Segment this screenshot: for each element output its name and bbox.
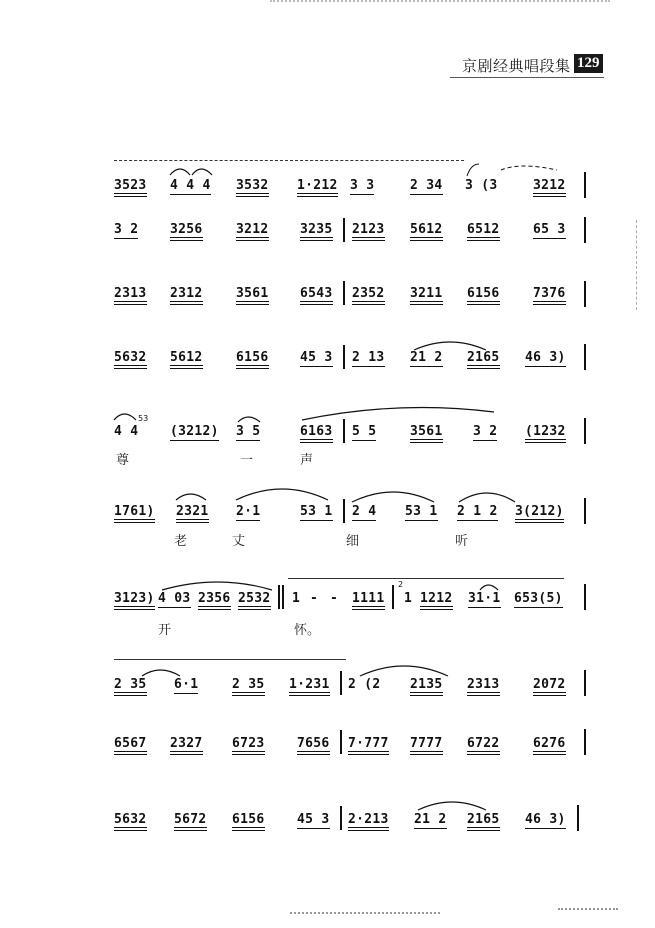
note-group: 3212: [533, 178, 566, 197]
note-group: 1: [292, 591, 301, 606]
note-group: 2165: [467, 350, 500, 369]
note-group: 3561: [236, 286, 269, 305]
note-group: 6543: [300, 286, 333, 305]
barline: [577, 805, 579, 831]
note-group: -: [330, 591, 339, 606]
note-group: 46 3): [525, 812, 566, 827]
note-group: 2313: [467, 677, 500, 696]
scan-specks-top: [270, 0, 610, 5]
note-group: 2 35: [232, 677, 265, 696]
barline: [584, 281, 586, 307]
note-group: 53 1: [405, 504, 438, 519]
note-group: 3 3: [350, 178, 375, 193]
note-group: 45 3: [297, 812, 330, 827]
barline: [282, 585, 284, 609]
note-group: 7·777: [348, 736, 389, 755]
note-group: 6722: [467, 736, 500, 755]
note-group: 6·1: [174, 677, 199, 692]
barline: [584, 584, 586, 610]
barline: [340, 730, 342, 754]
note-group: 7376: [533, 286, 566, 305]
lyric-char: 听: [455, 534, 469, 549]
note-group: (1232: [525, 424, 566, 443]
note-group: 3 2: [473, 424, 498, 439]
note-group: 6156: [467, 286, 500, 305]
note-group: 5612: [410, 222, 443, 241]
barline: [584, 217, 586, 243]
note-group: 2072: [533, 677, 566, 696]
note-group: 3235: [300, 222, 333, 241]
note-group: 2352: [352, 286, 385, 305]
note-group: 1761): [114, 504, 155, 523]
note-group: 2 1 2: [457, 504, 498, 519]
barline: [343, 499, 345, 523]
note-group: 3123): [114, 591, 155, 610]
header-rule: [450, 77, 604, 78]
note-group: 2·1: [236, 504, 261, 519]
slur-mark: [455, 486, 519, 504]
note-group: 5632: [114, 350, 147, 369]
note-group: 3212: [236, 222, 269, 241]
note-group: 2·213: [348, 812, 389, 831]
note-group: 3532: [236, 178, 269, 197]
note-group: 3(212): [515, 504, 564, 523]
slur-mark: [140, 664, 184, 678]
note-group: 2 (2: [348, 677, 381, 692]
slur-mark: [348, 486, 438, 504]
note-group: 46 3): [525, 350, 566, 365]
note-group: 4 4 4: [170, 178, 211, 193]
note-group: 2356: [198, 591, 231, 610]
ligature-line: [288, 578, 564, 579]
note-group: 45 3: [300, 350, 333, 365]
note-group: 1212: [420, 591, 453, 610]
barline: [343, 419, 345, 443]
note-group: 65 3: [533, 222, 566, 237]
slur-mark: [236, 412, 264, 424]
note-group: 6156: [236, 350, 269, 369]
note-group: 53 1: [300, 504, 333, 519]
note-group: 5612: [170, 350, 203, 369]
slur-mark: [465, 162, 575, 178]
note-group: 21 2: [410, 350, 443, 365]
note-group: 2 4: [352, 504, 377, 519]
note-group: 2123: [352, 222, 385, 241]
note-group: 2312: [170, 286, 203, 305]
barline: [584, 344, 586, 370]
barline: [584, 418, 586, 444]
lyric-char: 尊: [116, 453, 130, 468]
slur-mark: [414, 796, 490, 812]
ligature-line: [114, 659, 346, 660]
note-group: 5672: [174, 812, 207, 831]
grace-note: 53: [138, 414, 149, 423]
note-group: 2313: [114, 286, 147, 305]
note-group: 31·1: [468, 591, 501, 606]
lyric-char: 开: [158, 623, 172, 638]
note-group: 3 2: [114, 222, 139, 237]
note-group: 2 34: [410, 178, 443, 193]
note-group: 1·212: [297, 178, 338, 197]
note-group: 5632: [114, 812, 147, 831]
barline: [584, 172, 586, 198]
slur-mark: [158, 576, 276, 592]
note-group: 1·231: [289, 677, 330, 696]
scan-specks-bottom: [290, 912, 440, 916]
barline: [343, 281, 345, 305]
note-group: 6723: [232, 736, 265, 755]
note-group: 2321: [176, 504, 209, 523]
barline: [343, 218, 345, 242]
note-group: 6567: [114, 736, 147, 755]
barline: [278, 585, 280, 609]
note-group: 6276: [533, 736, 566, 755]
barline: [392, 585, 394, 609]
barline: [584, 670, 586, 696]
ligature-line: [114, 160, 464, 162]
note-group: 653(5): [514, 591, 563, 606]
note-group: 2165: [467, 812, 500, 831]
note-group: 2 13: [352, 350, 385, 365]
note-group: 6512: [467, 222, 500, 241]
note-group: -: [310, 591, 319, 606]
scan-specks-bottom: [558, 908, 618, 912]
book-title: 京剧经典唱段集: [462, 57, 571, 75]
lyric-char: 声: [300, 453, 314, 468]
slur-mark: [356, 660, 452, 678]
scan-margin-marks: [636, 220, 639, 310]
page-number: 129: [574, 54, 603, 73]
note-group: 3523: [114, 178, 147, 197]
note-group: 4 4: [114, 424, 139, 439]
note-group: 1: [404, 591, 413, 606]
note-group: 3256: [170, 222, 203, 241]
note-group: 2327: [170, 736, 203, 755]
barline: [584, 729, 586, 755]
note-group: 3561: [410, 424, 443, 443]
grace-note: 2: [398, 580, 404, 589]
slur-mark: [298, 404, 498, 422]
barline: [340, 806, 342, 830]
note-group: 5 5: [352, 424, 377, 439]
barline: [584, 498, 586, 524]
note-group: 7656: [297, 736, 330, 755]
barline: [343, 345, 345, 369]
slur-mark: [232, 482, 332, 502]
note-group: 1111: [352, 591, 385, 610]
note-group: 21 2: [414, 812, 447, 827]
note-group: 2 35: [114, 677, 147, 696]
slur-mark: [174, 488, 210, 502]
note-group: 4 03: [158, 591, 191, 606]
slur-mark: [168, 163, 220, 177]
note-group: 6156: [232, 812, 265, 831]
note-group: 3211: [410, 286, 443, 305]
note-group: 2135: [410, 677, 443, 696]
note-group: 7777: [410, 736, 443, 755]
lyric-char: 一: [240, 453, 254, 468]
lyric-char: 老: [174, 534, 188, 549]
lyric-char: 丈: [232, 534, 246, 549]
note-group: 2532: [238, 591, 271, 610]
note-group: 3 (3: [465, 178, 498, 193]
note-group: 6163: [300, 424, 333, 443]
lyric-char: 细: [346, 534, 360, 549]
note-group: 3 5: [236, 424, 261, 439]
barline: [340, 671, 342, 695]
note-group: (3212): [170, 424, 219, 439]
lyric-char: 怀。: [294, 623, 321, 638]
